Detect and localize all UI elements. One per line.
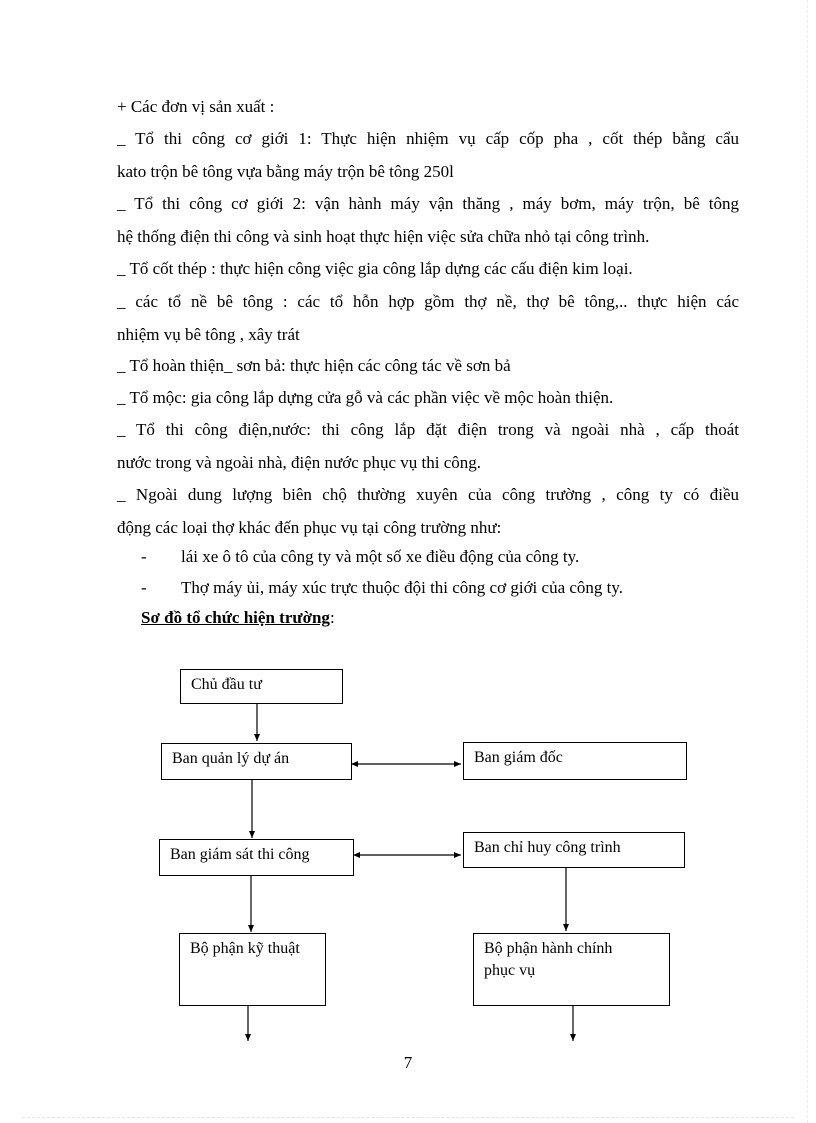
bullet-marker: - bbox=[141, 547, 147, 566]
bullet-text: Thợ máy ủi, máy xúc trực thuộc đội thi công cơ giới của công ty. bbox=[181, 578, 624, 597]
text-line: _ Ngoài dung lượng biên chộ thường xuyên của công trường , công ty có điều bbox=[117, 485, 739, 504]
text-line: _ các tổ nề bê tông : các tổ hỗn hợp gồm thợ nề, thợ bê tông,.. thực hiện các bbox=[117, 292, 739, 311]
text-line: kato trộn bê tông vựa bằng máy trộn bê tông 250l bbox=[117, 161, 454, 181]
text-line: _ Tổ mộc: gia công lắp dựng cửa gỗ và các phần việc về mộc hoàn thiện. bbox=[117, 388, 614, 407]
box-technical: Bộ phận kỹ thuật bbox=[179, 933, 326, 1006]
text-line: nhiệm vụ bê tông , xây trát bbox=[117, 324, 300, 344]
text-line: _ Tổ thi công cơ giới 1: Thực hiện nhiệm vụ cấp cốp pha , cốt thép bằng cẩu bbox=[117, 129, 739, 148]
bullet-marker: - bbox=[141, 578, 147, 597]
box-board-of-directors: Ban giám đốc bbox=[463, 742, 687, 780]
page-right-border bbox=[807, 0, 808, 1123]
text-line: động các loại thợ khác đến phục vụ tại công trường như: bbox=[117, 517, 502, 537]
box-investor: Chủ đầu tư bbox=[180, 669, 343, 704]
text-line: _ Tổ hoàn thiện_ sơn bả: thực hiện các công tác về sơn bả bbox=[117, 356, 511, 375]
box-supervision: Ban giám sát thi công bbox=[159, 839, 354, 876]
text-line: nước trong và ngoài nhà, điện nước phục vụ thi công. bbox=[117, 452, 482, 472]
text-line: _ Tổ thi công cơ giới 2: vận hành máy vận thăng , máy bơm, máy trộn, bê tông bbox=[117, 194, 739, 213]
bullet-text: lái xe ô tô của công ty và một số xe điều động của công ty. bbox=[181, 547, 580, 566]
box-site-command: Ban chỉ huy công trình bbox=[463, 832, 685, 868]
text-line: _ Tổ thi công điện,nước: thi công lắp đặt điện trong và ngoài nhà , cấp thoát bbox=[117, 420, 739, 439]
page-bottom-border bbox=[22, 1117, 794, 1118]
diagram-heading-colon: : bbox=[329, 608, 335, 627]
box-project-management: Ban quản lý dự án bbox=[161, 743, 352, 780]
box-admin: Bộ phận hành chính phục vụ bbox=[473, 933, 670, 1006]
page-number: 7 bbox=[403, 1053, 413, 1072]
text-line: _ Tổ cốt thép : thực hiện công việc gia công lắp dựng các cấu điện kim loại. bbox=[117, 259, 633, 278]
section-title: + Các đơn vị sản xuất : bbox=[117, 97, 275, 116]
text-line: hệ thống điện thi công và sinh hoạt thực hiện việc sửa chữa nhỏ tại công trình. bbox=[117, 226, 650, 246]
diagram-heading-text: Sơ đồ tổ chức hiện trường bbox=[141, 608, 330, 627]
